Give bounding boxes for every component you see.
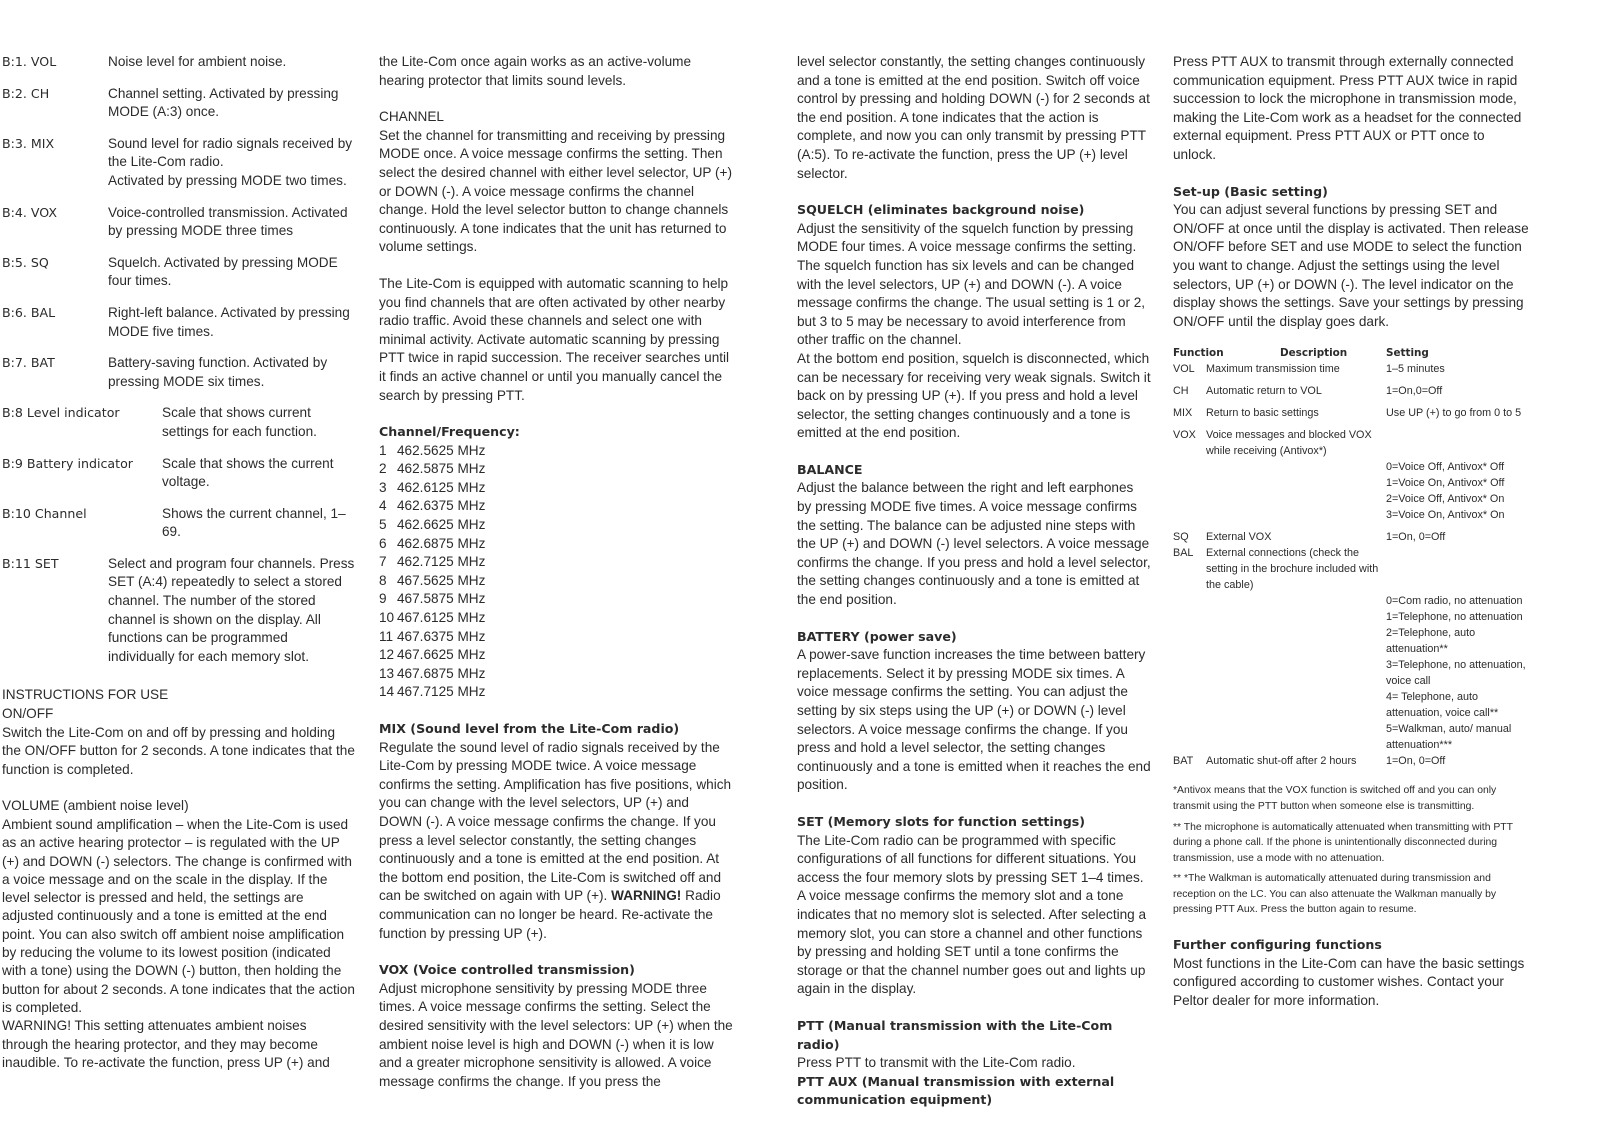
channel-number: 6 (379, 535, 387, 551)
frequency-row (379, 590, 733, 609)
channel-frequency: 467.5625 MHz (397, 572, 486, 588)
cell-description: Maximum transmission time (1206, 363, 1340, 376)
cell-description (1206, 657, 1386, 689)
channel-frequency: 467.6625 MHz (397, 647, 486, 663)
item-term: B:8 Level indicator (2, 405, 120, 421)
channel-frequency: 467.5875 MHz (397, 591, 486, 607)
cell-description (1206, 459, 1386, 475)
table-row (1173, 475, 1531, 491)
cell-function (1173, 459, 1206, 475)
cell-description (1206, 689, 1386, 721)
header-function: Function (1173, 347, 1224, 360)
item-term: B:10 Channel (2, 505, 87, 521)
mix-body: Regulate the sound level of radio signals received by the Lite-Com by pressing MODE twice. A voice message confirms the setting. Amplification has five positions, which you can change with the level selectors, UP (+) and DOWN (-). A voice message confirms the change. If you press a level selector constantly, the setting changes continuously and a tone is emitted at the end position. At the bottom end position, the Lite-Com is switched off and can be switched on again with UP (+). (379, 739, 732, 904)
channel-frequency: 462.6125 MHz (397, 479, 486, 495)
channel-number: 1 (379, 442, 387, 458)
footnote-walkman: ** *The Walkman is automatically attenuated during transmission and reception on the LC. You can also attenuate the Walkman manually by pressing PTT Aux. Press the button again to resume. (1173, 873, 1497, 916)
frequency-row (379, 665, 733, 684)
list-item (2, 135, 356, 191)
cell-description (1206, 507, 1386, 523)
channel-number: 7 (379, 554, 387, 570)
frequency-row (379, 442, 733, 461)
frequency-row (379, 460, 733, 479)
channel-number: 10 (379, 610, 395, 626)
list-item (2, 354, 356, 391)
channel-number: 8 (379, 572, 387, 588)
table-header (1173, 345, 1531, 361)
footnote-microphone: ** The microphone is automatically attenuated when transmitting with PTT during a phone call. If the phone is unintentionally disconnected during transmission, use a mode with no attenuation. (1173, 821, 1513, 864)
setup-text: You can adjust several functions by pressing SET and ON/OFF at once until the display is activated. Then release ON/OFF before SET and use MODE to select the function you want to change. Adjust the settings using the level selectors, UP (+) or DOWN (-). The level indicator on the display shows the settings. Save your settings by pressing ON/OFF until the display goes dark. (1173, 202, 1529, 329)
cell-function: BAL (1173, 547, 1194, 560)
table-row (1173, 507, 1531, 523)
cell-setting: 1–5 minutes (1386, 363, 1445, 376)
table-row (1173, 625, 1531, 657)
cell-function (1173, 721, 1206, 753)
item-definition: Squelch. Activated by pressing MODE four times. (108, 254, 338, 289)
channel-number: 4 (379, 498, 387, 514)
squelch-text: Adjust the sensitivity of the squelch function by pressing MODE four times. A voice message confirms the setting. The squelch function has six levels and can be changed with the level selectors, UP (+) and DOWN (-). A voice message confirms the change. The usual setting is 1 or 2, but 3 to 5 may be necessary to avoid interference from other traffic on the channel. (797, 220, 1146, 348)
cell-setting: 1=Telephone, no attenuation (1386, 611, 1523, 624)
set-text: The Lite-Com radio can be programmed with specific configurations of all functions for different situations. You access the four memory slots by pressing SET 1–4 times. A voice message confirms the memory slot and a tone indicates that no memory slot is selected. After selecting a memory slot, you can store a channel and other functions by pressing and holding SET until a tone confirms the storage or that the channel number goes out and lights up again in the display. (797, 832, 1147, 997)
table-row (1173, 427, 1531, 459)
channel-number: 2 (379, 461, 387, 477)
list-item (2, 304, 356, 341)
list-item (2, 254, 356, 291)
item-definition: Scale that shows current settings for each function. (162, 405, 317, 439)
frequency-row (379, 572, 733, 591)
list-item (2, 505, 356, 542)
pttaux-heading: PTT AUX (Manual transmission with external communication equipment) (797, 1073, 1115, 1108)
item-term: B:3. MIX (2, 135, 55, 151)
warning-label: WARNING! (2, 1018, 71, 1034)
table-row (1173, 491, 1531, 507)
pttaux-text: Press PTT AUX to transmit through externally connected communication equipment. Press PTT AUX twice in rapid succession to lock the microphone in transmission mode, making the Lite-Com work as a headset for the connected external equipment. Press PTT AUX or PTT once to unlock. (1173, 54, 1522, 162)
cell-function (1173, 689, 1206, 721)
frequency-row (379, 683, 733, 702)
cell-function: CH (1173, 385, 1189, 398)
frequency-row (379, 479, 733, 498)
battery-text: A power-save function increases the time between battery replacements. Select it by pressing MODE six times. A voice message confirms the setting. You can adjust the setting by six steps using the UP (+) or DOWN (-) level selectors. A voice message confirms the change. If you press and hold a level selector, the setting changes continuously and a tone is emitted when it reaches the end position. (797, 647, 1151, 793)
channel-heading: CHANNEL (379, 109, 444, 125)
cell-setting: Use UP (+) to go from 0 to 5 (1386, 407, 1522, 420)
cell-description: Automatic return to VOL (1206, 385, 1322, 398)
channel-frequency: 467.7125 MHz (397, 684, 486, 700)
cell-function (1173, 507, 1206, 523)
table-row (1173, 459, 1531, 475)
channel-frequency: 467.6375 MHz (397, 628, 486, 644)
ptt-text: Press PTT to transmit with the Lite-Com radio. (797, 1055, 1076, 1071)
onoff-text: Switch the Lite-Com on and off by pressing and holding the ON/OFF button for 2 seconds. A tone indicates that the function is completed. (2, 724, 355, 777)
cell-function: VOX (1173, 429, 1196, 442)
cell-setting: 0=Voice Off, Antivox* Off (1386, 461, 1505, 474)
settings-table (1173, 345, 1531, 769)
volume-heading: VOLUME (ambient noise level) (2, 798, 189, 814)
battery-heading: BATTERY (power save) (797, 628, 957, 644)
cell-setting: 2=Telephone, auto attenuation** (1386, 627, 1476, 656)
column-3 (797, 53, 1151, 1110)
table-row (1173, 657, 1531, 689)
frequency-row (379, 628, 733, 647)
frequency-row (379, 609, 733, 628)
cell-description (1206, 609, 1386, 625)
item-term: B:2. CH (2, 85, 50, 101)
cell-description: External VOX (1206, 531, 1272, 544)
mix-warning-text: Radio communication can no longer be heard. Re-activate the function by pressing UP (+). (379, 888, 721, 941)
cell-description (1206, 475, 1386, 491)
channel-text: Set the channel for transmitting and receiving by pressing MODE once. A voice message confirms the setting. Then select the desired channel with either level selector, UP (+) or DOWN (-). A voice message confirms the channel change. Hold the level selector button to change channels continuously. A tone indicates that the unit has returned to volume settings. (379, 127, 732, 255)
frequency-row (379, 516, 733, 535)
cell-description: External connections (check the setting in the brochure included with the cable) (1206, 547, 1379, 592)
header-setting: Setting (1386, 347, 1429, 360)
item-term: B:4. VOX (2, 204, 58, 220)
header-description: Description (1280, 347, 1348, 360)
item-term: B:6. BAL (2, 304, 56, 320)
frequency-row (379, 497, 733, 516)
item-definition-block (108, 135, 356, 191)
instructions-heading: INSTRUCTIONS FOR USE (2, 687, 169, 703)
list-item (2, 85, 356, 122)
cell-setting: 4= Telephone, auto attenuation, voice call** (1386, 691, 1499, 720)
mix-text (379, 739, 733, 944)
cell-setting: 1=On,0=Off (1386, 385, 1443, 398)
cell-description: Voice messages and blocked VOX while receiving (Antivox*) (1206, 429, 1372, 458)
channel-frequency: 462.6875 MHz (397, 535, 486, 551)
table-row (1173, 529, 1531, 545)
balance-text: Adjust the balance between the right and left earphones by pressing MODE five times. A voice message confirms the setting. The balance can be adjusted nine steps with the UP (+) and DOWN (-) level selectors. A voice message confirms the change. If you press and hold a level selector, the setting changes continuously and a tone is emitted at the end position. (797, 480, 1151, 608)
cell-function: VOL (1173, 363, 1195, 376)
channel-number: 14 (379, 684, 395, 700)
cell-description (1206, 625, 1386, 657)
mix-heading: MIX (Sound level from the Lite-Com radio) (379, 721, 680, 736)
list-item (2, 404, 356, 441)
channel-number: 11 (379, 628, 394, 644)
item-term: B:7. BAT (2, 355, 55, 371)
list-item (2, 555, 356, 667)
item-definition: Scale that shows the current voltage. (162, 455, 334, 490)
volume-text: Ambient sound amplification – when the Lite-Com is used as an active hearing protector – is regulated with the UP (+) and DOWN (-) selectors. The change is confirmed with a voice message and on the scale in the display. If the level selector is pressed and held, the settings are adjusted continuously and a tone is emitted at the end point. You can also switch off ambient noise amplification by reducing the volume to its lowest position (indicated with a tone) using the DOWN (-) button, then holding the button for about 2 seconds. A tone indicates that the action is completed. (2, 817, 355, 1015)
cell-description (1206, 721, 1386, 753)
table-row (1173, 609, 1531, 625)
item-term: B:9 Battery indicator (2, 455, 133, 471)
continued-text: the Lite-Com once again works as an active-volume hearing protector that limits sound levels. (379, 54, 692, 88)
frequency-heading: Channel/Frequency: (379, 424, 520, 440)
cell-function (1173, 657, 1206, 689)
table-row (1173, 689, 1531, 721)
cell-function: SQ (1173, 531, 1189, 544)
item-definition: Noise level for ambient noise. (108, 54, 287, 69)
channel-number: 9 (379, 591, 387, 607)
cell-setting: 1=Voice On, Antivox* Off (1386, 477, 1505, 490)
cell-function (1173, 491, 1206, 507)
cell-setting: 1=On, 0=Off (1386, 755, 1446, 768)
list-item (2, 455, 356, 492)
continued-text: level selector constantly, the setting changes continuously and a tone is emitted at the end position. Switch off voice control by pressing and holding DOWN (-) for 2 seconds at the end position. A tone indicates that the action is complete, and now you can only transmit by pressing PTT (A:5). To re-activate the function, press the UP (+) level selector. (797, 54, 1150, 181)
cell-description (1206, 593, 1386, 609)
cell-setting: 2=Voice Off, Antivox* On (1386, 493, 1505, 506)
squelch-heading: SQUELCH (eliminates background noise) (797, 202, 1085, 218)
item-definition: Channel setting. Activated by pressing MODE (A:3) once. (108, 85, 339, 120)
cell-setting (1386, 545, 1531, 593)
cell-setting: 3=Voice On, Antivox* On (1386, 509, 1505, 522)
table-row (1173, 753, 1531, 769)
channel-frequency: 462.7125 MHz (397, 554, 486, 570)
channel-frequency: 467.6875 MHz (397, 665, 486, 681)
volume-warning (2, 1017, 356, 1072)
frequency-row (379, 535, 733, 554)
list-item (2, 204, 356, 241)
column-1 (2, 53, 356, 1072)
cell-function: MIX (1173, 407, 1193, 420)
frequency-row (379, 553, 733, 572)
item-definition: Battery-saving function. Activated by pressing MODE six times. (108, 355, 328, 389)
table-row (1173, 593, 1531, 609)
item-definition: Voice-controlled transmission. Activated by pressing MODE three times (108, 204, 348, 239)
balance-heading: BALANCE (797, 461, 863, 477)
table-row (1173, 361, 1531, 377)
channel-number: 12 (379, 647, 395, 663)
ptt-heading: PTT (Manual transmission with the Lite-Com radio) (797, 1017, 1113, 1052)
column-4 (1173, 53, 1531, 1010)
table-row (1173, 405, 1531, 421)
channel-frequency: 467.6125 MHz (397, 610, 486, 626)
channel-frequency: 462.6625 MHz (397, 517, 486, 533)
item-term: B:11 SET (2, 555, 59, 571)
footnote-antivox: *Antivox means that the VOX function is switched off and you can only transmit using the PTT button when someone else is transmitting. (1173, 785, 1497, 812)
item-definition: Select and program four channels. Press SET (A:4) repeatedly to select a stored channel. The number of the stored channel is shown on the display. All functions can be programmed individually for each memory slot. (108, 555, 355, 664)
column-2 (379, 53, 733, 1091)
item-term: B:1. VOL (2, 54, 57, 69)
set-heading: SET (Memory slots for function settings) (797, 813, 1085, 829)
channel-frequency: 462.5625 MHz (397, 442, 486, 458)
cell-function (1173, 609, 1206, 625)
item-definition: Sound level for radio signals received by the Lite-Com radio. (108, 135, 353, 170)
cell-setting: 0=Com radio, no attenuation (1386, 595, 1523, 608)
cell-setting (1386, 427, 1531, 459)
channel-frequency: 462.5875 MHz (397, 461, 486, 477)
table-row (1173, 545, 1531, 593)
squelch-text-2: At the bottom end position, squelch is disconnected, which can be necessary for receiving very weak signals. Switch it back on by pressing UP (+). If you press and hold a level selector, the setting changes continuously and a tone is emitted at the end position. (797, 350, 1151, 441)
cell-setting: 1=On, 0=Off (1386, 531, 1446, 544)
cell-description (1206, 491, 1386, 507)
frequency-list (379, 442, 733, 702)
onoff-heading: ON/OFF (2, 706, 54, 722)
cell-setting: 3=Telephone, no attenuation, voice call (1386, 659, 1526, 688)
scan-text: The Lite-Com is equipped with automatic scanning to help you find channels that are often activated by other nearby radio traffic. Avoid these channels and select one with minimal activity. Activate automatic scanning by pressing PTT twice in rapid succession. The receiver searches until it finds an active channel or until you manually cancel the search by pressing PTT. (379, 275, 730, 403)
list-item (2, 53, 356, 72)
cell-description: Return to basic settings (1206, 407, 1319, 420)
cell-setting: 5=Walkman, auto/ manual attenuation*** (1386, 723, 1512, 752)
vox-heading: VOX (Voice controlled transmission) (379, 962, 635, 978)
channel-number: 3 (379, 479, 387, 495)
item-definition-extra: Activated by pressing MODE two times. (108, 172, 347, 188)
cell-function (1173, 475, 1206, 491)
channel-number: 13 (379, 665, 395, 681)
item-definition: Shows the current channel, 1–69. (162, 505, 346, 540)
cell-function: BAT (1173, 755, 1194, 768)
cell-description: Automatic shut-off after 2 hours (1206, 755, 1357, 768)
cell-function (1173, 625, 1206, 657)
mix-warning-label: WARNING! (611, 888, 682, 904)
vox-text: Adjust microphone sensitivity by pressing MODE three times. A voice message confirms the setting. Select the desired sensitivity with the level selectors: UP (+) when the ambient noise level is high and DOWN (-) when it is low and a greater microphone sensitivity is allowed. A voice message confirms the change. If you press the (379, 980, 733, 1089)
item-definition: Right-left balance. Activated by pressing MODE five times. (108, 304, 350, 339)
setup-heading: Set-up (Basic setting) (1173, 183, 1328, 199)
indicator-list (2, 53, 356, 666)
channel-frequency: 462.6375 MHz (397, 498, 486, 514)
table-row (1173, 721, 1531, 753)
item-term: B:5. SQ (2, 254, 49, 270)
further-text: Most functions in the Lite-Com can have the basic settings configured according to customer wishes. Contact your Peltor dealer for more information. (1173, 955, 1525, 1008)
table-row (1173, 383, 1531, 399)
cell-function (1173, 593, 1206, 609)
channel-number: 5 (379, 517, 387, 533)
frequency-row (379, 646, 733, 665)
further-heading: Further configuring functions (1173, 937, 1382, 953)
warning-text: This setting attenuates ambient noises through the hearing protector, and they may become inaudible. To re-activate the function, press UP (+) and (2, 1018, 330, 1070)
